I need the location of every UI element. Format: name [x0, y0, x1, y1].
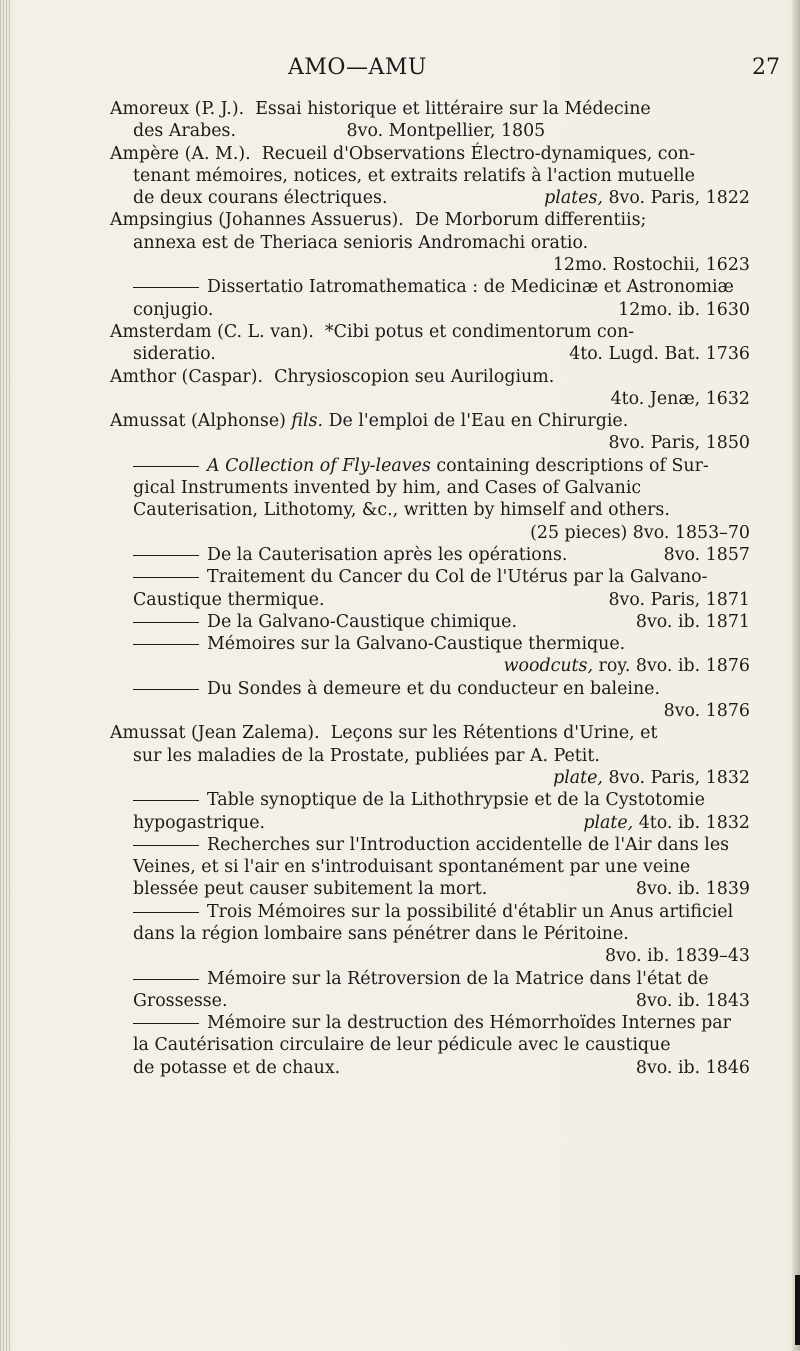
imprint: 8vo. ib. 1839 — [635, 879, 750, 900]
entry-line — [110, 566, 750, 588]
imprint: 8vo. ib. 1843 — [635, 990, 750, 1011]
entry-text-wrap — [110, 611, 517, 633]
imprint: 8vo. Paris, 1871 — [608, 589, 750, 610]
entry-line: Amussat (Jean Zalema). Leçons sur les Rétentions d'Urine, et — [110, 723, 658, 744]
imprint — [583, 812, 750, 834]
entry-line — [110, 901, 750, 923]
entry-text: De l'emploi de l'Eau en Chirurgie. — [323, 411, 629, 432]
ditto-rule — [133, 845, 199, 846]
entry-line — [110, 678, 750, 700]
entry-line — [110, 789, 750, 811]
imprint-format: 8vo. Paris, 1822 — [602, 188, 750, 209]
entry-text: Mémoire sur la destruction des Hémorrhoïdes Internes par — [207, 1013, 731, 1034]
imprint-format: roy. 8vo. ib. 1876 — [593, 656, 750, 677]
entry-line — [110, 968, 750, 990]
entry-text: containing descriptions of Sur- — [430, 455, 709, 476]
ditto-rule — [133, 1023, 199, 1024]
entry-line: la Cautérisation circulaire de leur pédicule avec le caustique — [133, 1035, 671, 1056]
imprint: 8vo. Paris, 1850 — [608, 433, 750, 454]
entry-line — [110, 878, 750, 900]
entry-text: Mémoires sur la Galvano-Caustique thermique. — [207, 634, 626, 655]
imprint: 8vo. 1876 — [663, 701, 750, 722]
imprint: 8vo. 1857 — [663, 544, 750, 565]
imprint: 8vo. ib. 1871 — [635, 611, 750, 632]
entry-line — [110, 990, 750, 1012]
entry-text-wrap — [110, 544, 567, 566]
entry-text: sideratio. — [133, 344, 216, 365]
imprint — [110, 767, 750, 789]
entry-text: Trois Mémoires sur la possibilité d'établir un Anus artificiel — [207, 901, 734, 922]
imprint-illustrations: plates, — [544, 188, 603, 209]
ditto-rule — [133, 979, 199, 980]
entry-line — [110, 299, 750, 321]
bibliography-entries — [110, 98, 750, 1079]
imprint — [544, 187, 750, 209]
entry-line: Amthor (Caspar). Chrysioscopion seu Aurilogium. — [110, 366, 555, 387]
imprint-illustrations: plate, — [583, 812, 634, 833]
ditto-rule — [133, 466, 199, 467]
entry-text: blessée peut causer subitement la mort. — [133, 879, 488, 900]
ditto-rule — [133, 287, 199, 288]
entry-text: hypogastrique. — [133, 812, 266, 833]
entry-text: conjugio. — [133, 299, 214, 320]
entry-line: sur les maladies de la Prostate, publiées par A. Petit. — [133, 745, 600, 766]
imprint-illustrations: woodcuts, — [503, 656, 593, 677]
entry-line: Veines, et si l'air en s'introduisant spontanément par une veine — [133, 857, 691, 878]
running-head: AMO—AMU — [288, 55, 427, 80]
entry-line: tenant mémoires, notices, et extraits relatifs à l'action mutuelle — [133, 165, 695, 186]
imprint: (25 pieces) 8vo. 1853–70 — [530, 522, 750, 543]
entry-line — [110, 589, 750, 611]
entry-line — [110, 1057, 750, 1079]
entry-line — [110, 410, 750, 432]
entry-text: Du Sondes à demeure et du conducteur en baleine. — [207, 678, 660, 699]
entry-text: de deux courans électriques. — [133, 188, 388, 209]
entry-line — [110, 455, 750, 477]
entry-line — [110, 187, 750, 209]
entry-text: Mémoire sur la Rétroversion de la Matrice dans l'état de — [207, 968, 709, 989]
imprint: 12mo. Rostochii, 1623 — [552, 255, 750, 276]
entry-line: dans la région lombaire sans pénétrer dans le Péritoine. — [133, 923, 629, 944]
imprint: 4to. Jenæ, 1632 — [610, 388, 750, 409]
entry-text: Amussat (Alphonse) — [110, 411, 292, 432]
ditto-rule — [133, 800, 199, 801]
entry-line — [110, 1012, 750, 1034]
entry-title-italic: A Collection of Fly-leaves — [207, 455, 431, 476]
ditto-rule — [133, 555, 199, 556]
imprint — [110, 655, 750, 677]
entry-line — [110, 633, 750, 655]
ditto-rule — [133, 644, 199, 645]
imprint: 8vo. ib. 1846 — [635, 1057, 750, 1078]
entry-line: des Arabes. 8vo. Montpellier, 1805 — [133, 121, 546, 142]
entry-text: Dissertatio Iatromathematica : de Medicinæ et Astronomiæ — [207, 277, 734, 298]
entry-text: De la Cauterisation après les opérations. — [207, 544, 568, 565]
ditto-rule — [133, 912, 199, 913]
entry-line: Amoreux (P. J.). Essai historique et littéraire sur la Médecine — [110, 99, 651, 119]
imprint-format: 4to. ib. 1832 — [633, 812, 750, 833]
page-edge — [792, 0, 800, 1351]
entry-line: Ampère (A. M.). Recueil d'Observations Électro-dynamiques, con- — [110, 143, 696, 164]
ditto-rule — [133, 622, 199, 623]
entry-text: Grossesse. — [133, 990, 228, 1011]
entry-line — [110, 812, 750, 834]
imprint: 4to. Lugd. Bat. 1736 — [569, 344, 750, 365]
entry-line — [110, 544, 750, 566]
entry-text: Recherches sur l'Introduction accidentelle de l'Air dans les — [207, 834, 730, 855]
entry-text: Traitement du Cancer du Col de l'Utérus par la Galvano- — [207, 567, 708, 588]
entry-line — [110, 276, 750, 298]
entry-text: Caustique thermique. — [133, 589, 325, 610]
page-edge-mark — [795, 1275, 800, 1345]
entry-line: Cauterisation, Lithotomy, &c., written by himself and others. — [133, 500, 670, 521]
entry-line: Amsterdam (C. L. van). *Cibi potus et condimentorum con- — [110, 321, 635, 342]
entry-line — [110, 611, 750, 633]
ditto-rule — [133, 577, 199, 578]
ditto-rule — [133, 689, 199, 690]
entry-line — [110, 343, 750, 365]
entry-line — [110, 834, 750, 856]
entry-line: annexa est de Theriaca senioris Andromachi oratio. — [133, 232, 589, 253]
entry-text: Table synoptique de la Lithothrypsie et de la Cystotomie — [207, 790, 705, 811]
imprint-illustrations: plate, — [553, 767, 603, 788]
imprint-format: 8vo. Paris, 1832 — [602, 767, 750, 788]
page-header — [0, 55, 800, 85]
page-number: 27 — [752, 55, 780, 80]
page-gutter — [0, 0, 10, 1351]
imprint: 12mo. ib. 1630 — [618, 299, 750, 320]
entry-text: de potasse et de chaux. — [133, 1057, 341, 1078]
entry-text-italic: fils. — [291, 411, 324, 432]
entry-text: De la Galvano-Caustique chimique. — [207, 611, 517, 632]
entry-line: Ampsingius (Johannes Assuerus). De Morborum differentiis; — [110, 210, 647, 231]
imprint: 8vo. ib. 1839–43 — [605, 946, 750, 967]
entry-line: gical Instruments invented by him, and Cases of Galvanic — [133, 478, 642, 499]
